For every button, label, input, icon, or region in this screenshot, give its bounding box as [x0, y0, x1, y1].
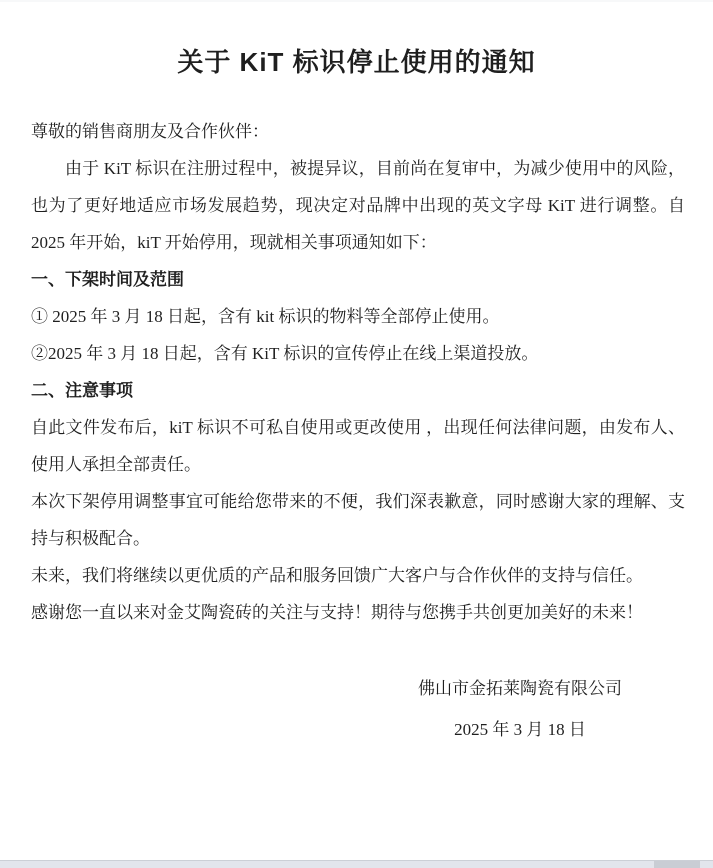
- document-title: 关于 KiT 标识停止使用的通知: [177, 47, 536, 77]
- section1-item-1: ① 2025 年 3 月 18 日起，含有 kit 标识的物料等全部停止使用。: [31, 307, 500, 326]
- page-top-edge: [0, 0, 713, 2]
- section2-paragraph-2: 本次下架停用调整事宜可能给您带来的不便，我们深表歉意，同时感谢大家的理解、支持与积极配合。: [31, 492, 685, 548]
- section1-heading: 一、下架时间及范围: [31, 270, 184, 289]
- document-body: [31, 113, 685, 631]
- section2-paragraph-3: 未来，我们将继续以更优质的产品和服务回馈广大客户与合作伙伴的支持与信任。: [31, 566, 643, 585]
- signature-block: [415, 670, 625, 748]
- section1-item-2: ②2025 年 3 月 18 日起，含有 KiT 标识的宣传停止在线上渠道投放。: [31, 344, 539, 363]
- signature-date: 2025 年 3 月 18 日: [454, 720, 586, 739]
- taskbar-strip[interactable]: [0, 860, 713, 868]
- company-name: 佛山市金拓莱陶瓷有限公司: [418, 679, 622, 698]
- salutation: 尊敬的销售商朋友及合作伙伴：: [31, 122, 269, 141]
- section2-paragraph-1: 自此文件发布后，kiT 标识不可私自使用或更改使用 ，出现任何法律问题，由发布人、使用人承担全部责任。: [31, 418, 685, 474]
- section2-paragraph-4: 感谢您一直以来对金艾陶瓷砖的关注与支持！期待与您携手共创更加美好的未来！: [31, 603, 643, 622]
- section2-heading: 二、注意事项: [31, 381, 133, 400]
- taskbar-window-patch: [654, 861, 700, 868]
- intro-paragraph: 由于 KiT 标识在注册过程中，被提异议，目前尚在复审中，为减少使用中的风险，也为了更好地适应市场发展趋势，现决定对品牌中出现的英文字母 KiT 进行调整。自 2025 年开始，kiT 开始停用，现就相关事项通知如下：: [31, 159, 685, 252]
